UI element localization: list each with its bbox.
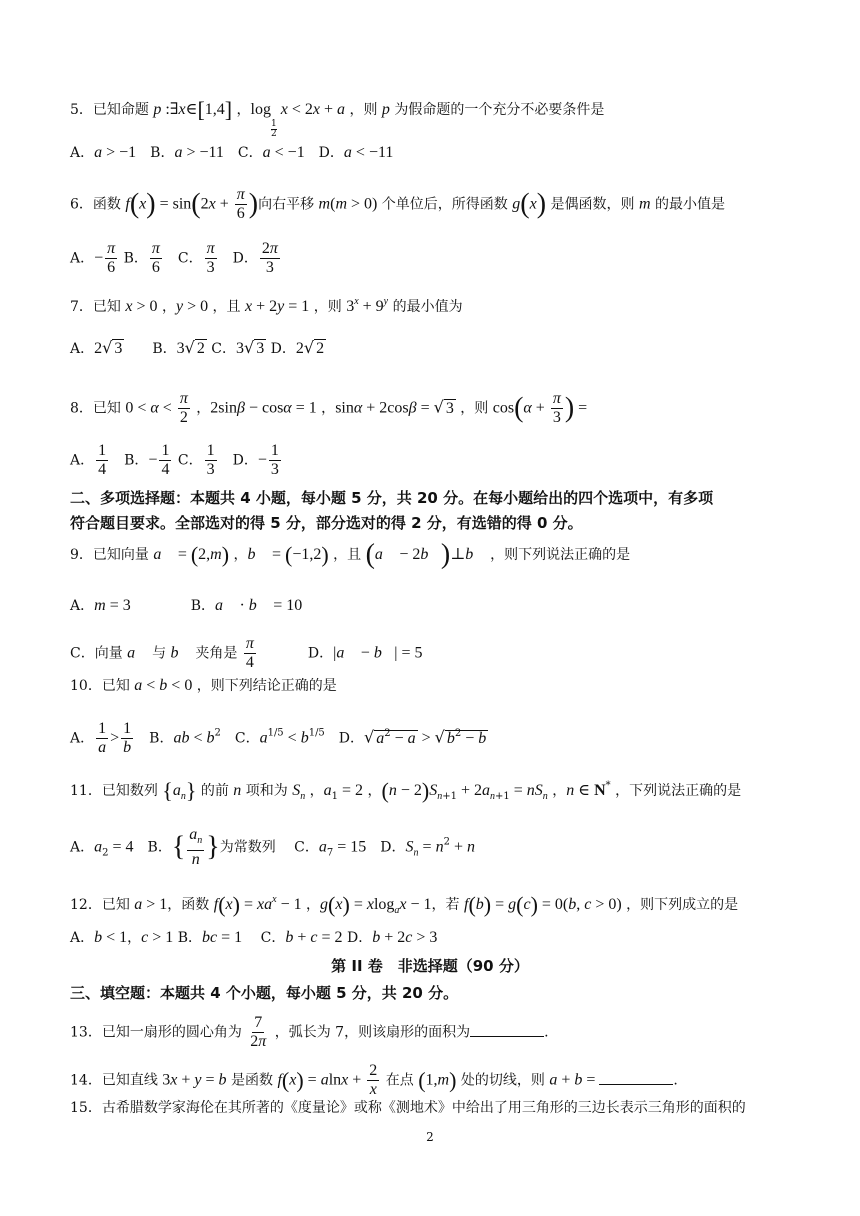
q13-stem: 13．已知一扇形的圆心角为 $\frac{7}{2\pi}$ ，弧长为 7，则该扇形的面积为 .: [70, 1014, 549, 1050]
q5-options: A．a > −1 B．a > −11 C．a < −1 D．a < −11: [70, 144, 394, 161]
q8-options: A． $\frac{1}{4}$ B．− $\frac{1}{4}$ C． $\frac{1}{3}$ D．− $\frac{1}{3}$: [70, 442, 279, 478]
q10-stem: 10．已知 a < b < 0 ，则下列结论正确的是: [70, 677, 337, 694]
q11-stem: 11．已知数列 $\{a_n\}$ 的前 n 项和为 $S_n$ ，$a_1 = 2$ ，$(n - 2)S_{n+1} + 2a_{n+1} = nS_n$ ，n ∈ N* ，下列说法正确的是: [70, 778, 742, 803]
q9-stem: 9．已知向量 a⃗ = (2,m) ，b⃗ = (−1,2) ，且 (a⃗ − 2b⃗)⊥b⃗ ，则下列说法正确的是: [70, 539, 631, 570]
q11-options: A．$a_2 = 4$ B．{ $\frac{a_n}{n}$ }为常数列 C．$a_7 = 15$ D．$S_n = n^2 + n$: [70, 826, 475, 868]
section3-heading: 三、填空题：本题共 4 个小题，每小题 5 分，共 20 分。: [70, 984, 459, 1002]
q12-stem: 12．已知 a > 1，函数 $f(x) = xa^x - 1$ ，g(x) = xlog$_a$x − 1，若 f(b) = g(c) = 0(b, c > 0) ，则下列成立的是: [70, 892, 739, 917]
q15-stem: 15．古希腊数学家海伦在其所著的《度量论》或称《测地术》中给出了用三角形的三边长表示三角形的面积的: [70, 1100, 746, 1116]
section2-line1: 二、多项选择题：本题共 4 小题，每小题 5 分，共 20 分。在每小题给出的四个选项中，有多项: [70, 489, 714, 507]
q9-options-ab: A．m = 3 B．a⃗ · b⃗ = 10: [70, 597, 303, 614]
q12-options: A．b < 1，c > 1 B．bc = 1 C．b + c = 2 D．b + 2c > 3: [70, 929, 438, 946]
q9-options-cd: C．向量 a⃗ 与 b⃗ 夹角是 $\frac{\pi}{4}$ D．|a⃗ − b⃗| = 5: [70, 635, 423, 671]
q7-stem: 7．已知 x > 0 ，y > 0 ，且 x + 2y = 1 ，则 $3^x + 9^y$ 的最小值为: [70, 296, 463, 315]
q6-stem: 6．函数 f(x) = sin(2x + $\frac{\pi}{6}$ )向右平移 m(m > 0) 个单位后，所得函数 g(x) 是偶函数，则 m 的最小值是: [70, 186, 725, 222]
q6-options: A．− $\frac{\pi}{6}$ B． $\frac{\pi}{6}$ C． $\frac{\pi}{3}$ D． $\frac{2\pi}{3}$: [70, 240, 278, 276]
q10-options: A． $\frac{1}{a}$ > $\frac{1}{b}$ B．ab < $b^2$ C．$a^{1/5} < b^{1/5}$ D．√ $a^2 - a$ > √ $b^2 - b$: [70, 720, 487, 756]
q14-stem: 14．已知直线 3x + y = b 是函数 f(x) = alnx + $\frac{2}{x}$ 在点 (1,m) 处的切线，则 a + b = .: [70, 1062, 678, 1098]
q5-stem: 5．已知命题 p :∃x∈[1,4] ，log $_{\frac{1}{2}}$ x < 2x + a ，则 p 为假命题的一个充分不必要条件是: [70, 97, 605, 139]
q8-stem: 8．已知 0 < α < $\frac{\pi}{2}$ ，2sinβ − cosα = 1 ，sinα + 2cosβ = √ 3 ，则 cos(α + $\frac{\pi}{3}$ ) =: [70, 390, 588, 426]
section2-line2: 符合题目要求。全部选对的得 5 分，部分选对的得 2 分，有选错的得 0 分。: [70, 514, 583, 532]
q7-options: A．2√ 3 B．3√ 2 C．3√ 3 D．2√ 2: [70, 338, 325, 357]
page-number: 2: [426, 1130, 434, 1144]
part2-heading: 第 II 卷 非选择题（90 分）: [331, 957, 529, 975]
